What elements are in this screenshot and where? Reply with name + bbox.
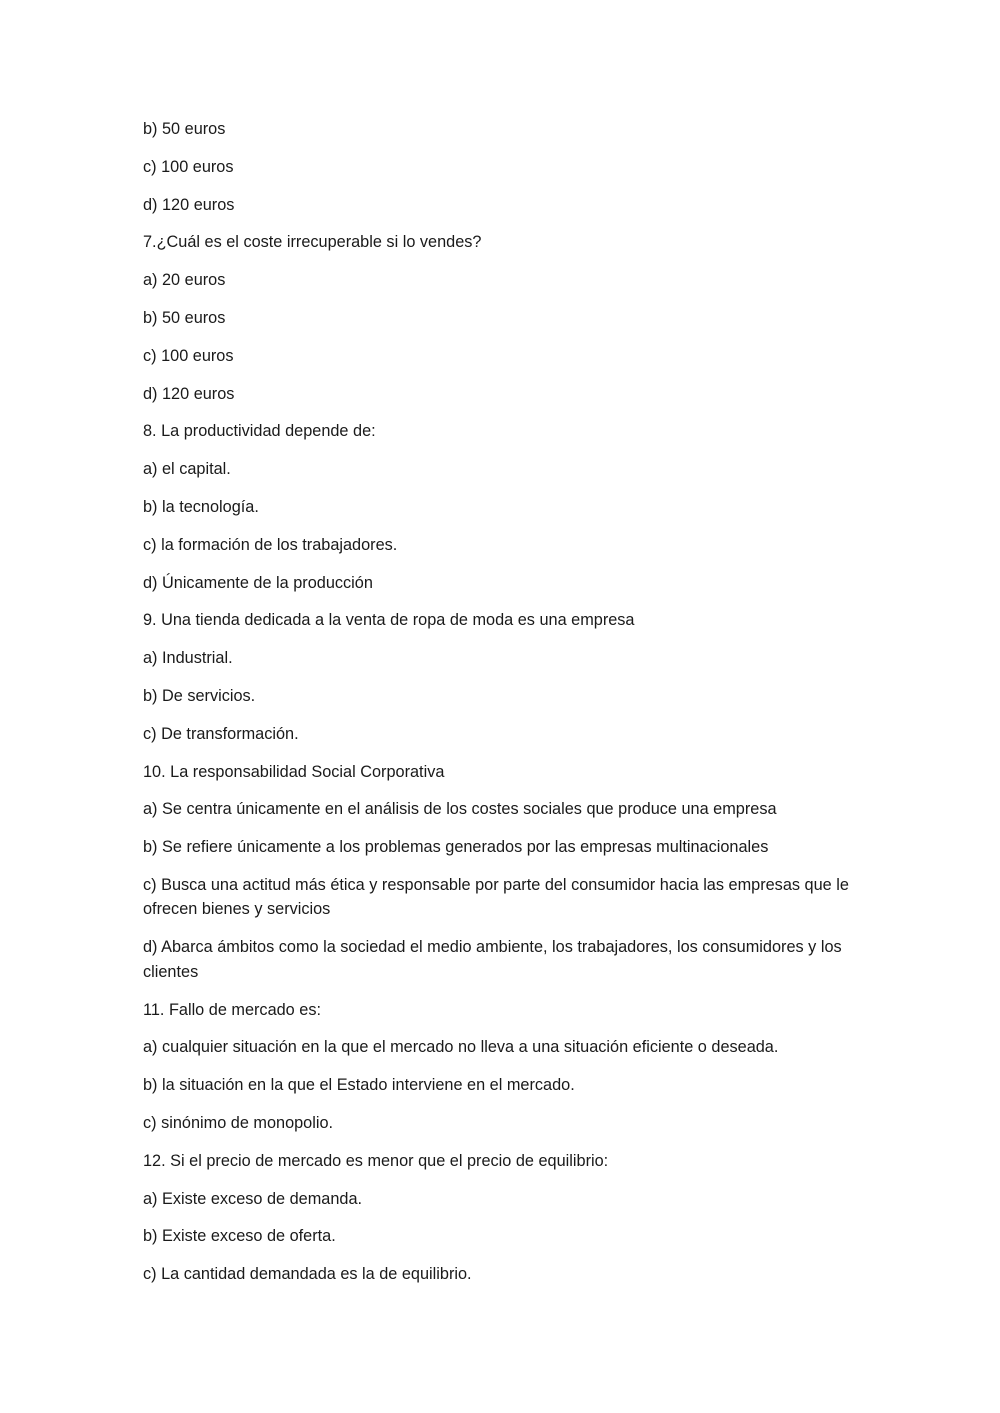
q7-option-b: b) 50 euros	[143, 308, 226, 327]
quiz-content	[143, 117, 858, 1300]
q10-option-b: b) Se refiere únicamente a los problemas generados por las empresas multinacionales	[143, 838, 769, 857]
q12-question: 12. Si el precio de mercado es menor que el precio de equilibrio:	[143, 1151, 609, 1170]
q10-option-a: a) Se centra únicamente en el análisis de los costes sociales que produce una empresa	[143, 800, 777, 819]
q6-option-c: c) 100 euros	[143, 157, 234, 176]
q8-option-b: b) la tecnología.	[143, 497, 259, 516]
q10-question: 10. La responsabilidad Social Corporativa	[143, 762, 445, 781]
q12-option-c: c) La cantidad demandada es la de equilibrio.	[143, 1265, 472, 1284]
q11-question: 11. Fallo de mercado es:	[143, 1000, 321, 1019]
q9-option-b: b) De servicios.	[143, 686, 256, 705]
q8-question: 8. La productividad depende de:	[143, 422, 376, 441]
q7-option-d: d) 120 euros	[143, 384, 235, 403]
q8-option-c: c) la formación de los trabajadores.	[143, 535, 398, 554]
q8-option-d: d) Únicamente de la producción	[143, 573, 373, 592]
q9-option-c: c) De transformación.	[143, 724, 299, 743]
q9-question: 9. Una tienda dedicada a la venta de ropa de moda es una empresa	[143, 611, 635, 630]
q7-option-a: a) 20 euros	[143, 271, 226, 290]
q7-option-c: c) 100 euros	[143, 346, 234, 365]
q6-option-d: d) 120 euros	[143, 195, 235, 214]
q10-option-d: d) Abarca ámbitos como la sociedad el medio ambiente, los trabajadores, los consumidores y los clientes	[143, 938, 842, 981]
q12-option-a: a) Existe exceso de demanda.	[143, 1189, 363, 1208]
q11-option-b: b) la situación en la que el Estado interviene en el mercado.	[143, 1076, 575, 1095]
q10-option-c: c) Busca una actitud más ética y responsable por parte del consumidor hacia las empresas que le ofrecen bienes y servicios	[143, 875, 849, 919]
q8-option-a: a) el capital.	[143, 460, 231, 479]
q6-option-b: b) 50 euros	[143, 120, 226, 138]
q12-option-b: b) Existe exceso de oferta.	[143, 1227, 336, 1246]
q11-option-c: c) sinónimo de monopolio.	[143, 1113, 334, 1132]
q9-option-a: a) Industrial.	[143, 649, 233, 668]
q7-question: 7.¿Cuál es el coste irrecuperable si lo vendes?	[143, 233, 482, 252]
q11-option-a: a) cualquier situación en la que el mercado no lleva a una situación eficiente o deseada.	[143, 1038, 779, 1057]
